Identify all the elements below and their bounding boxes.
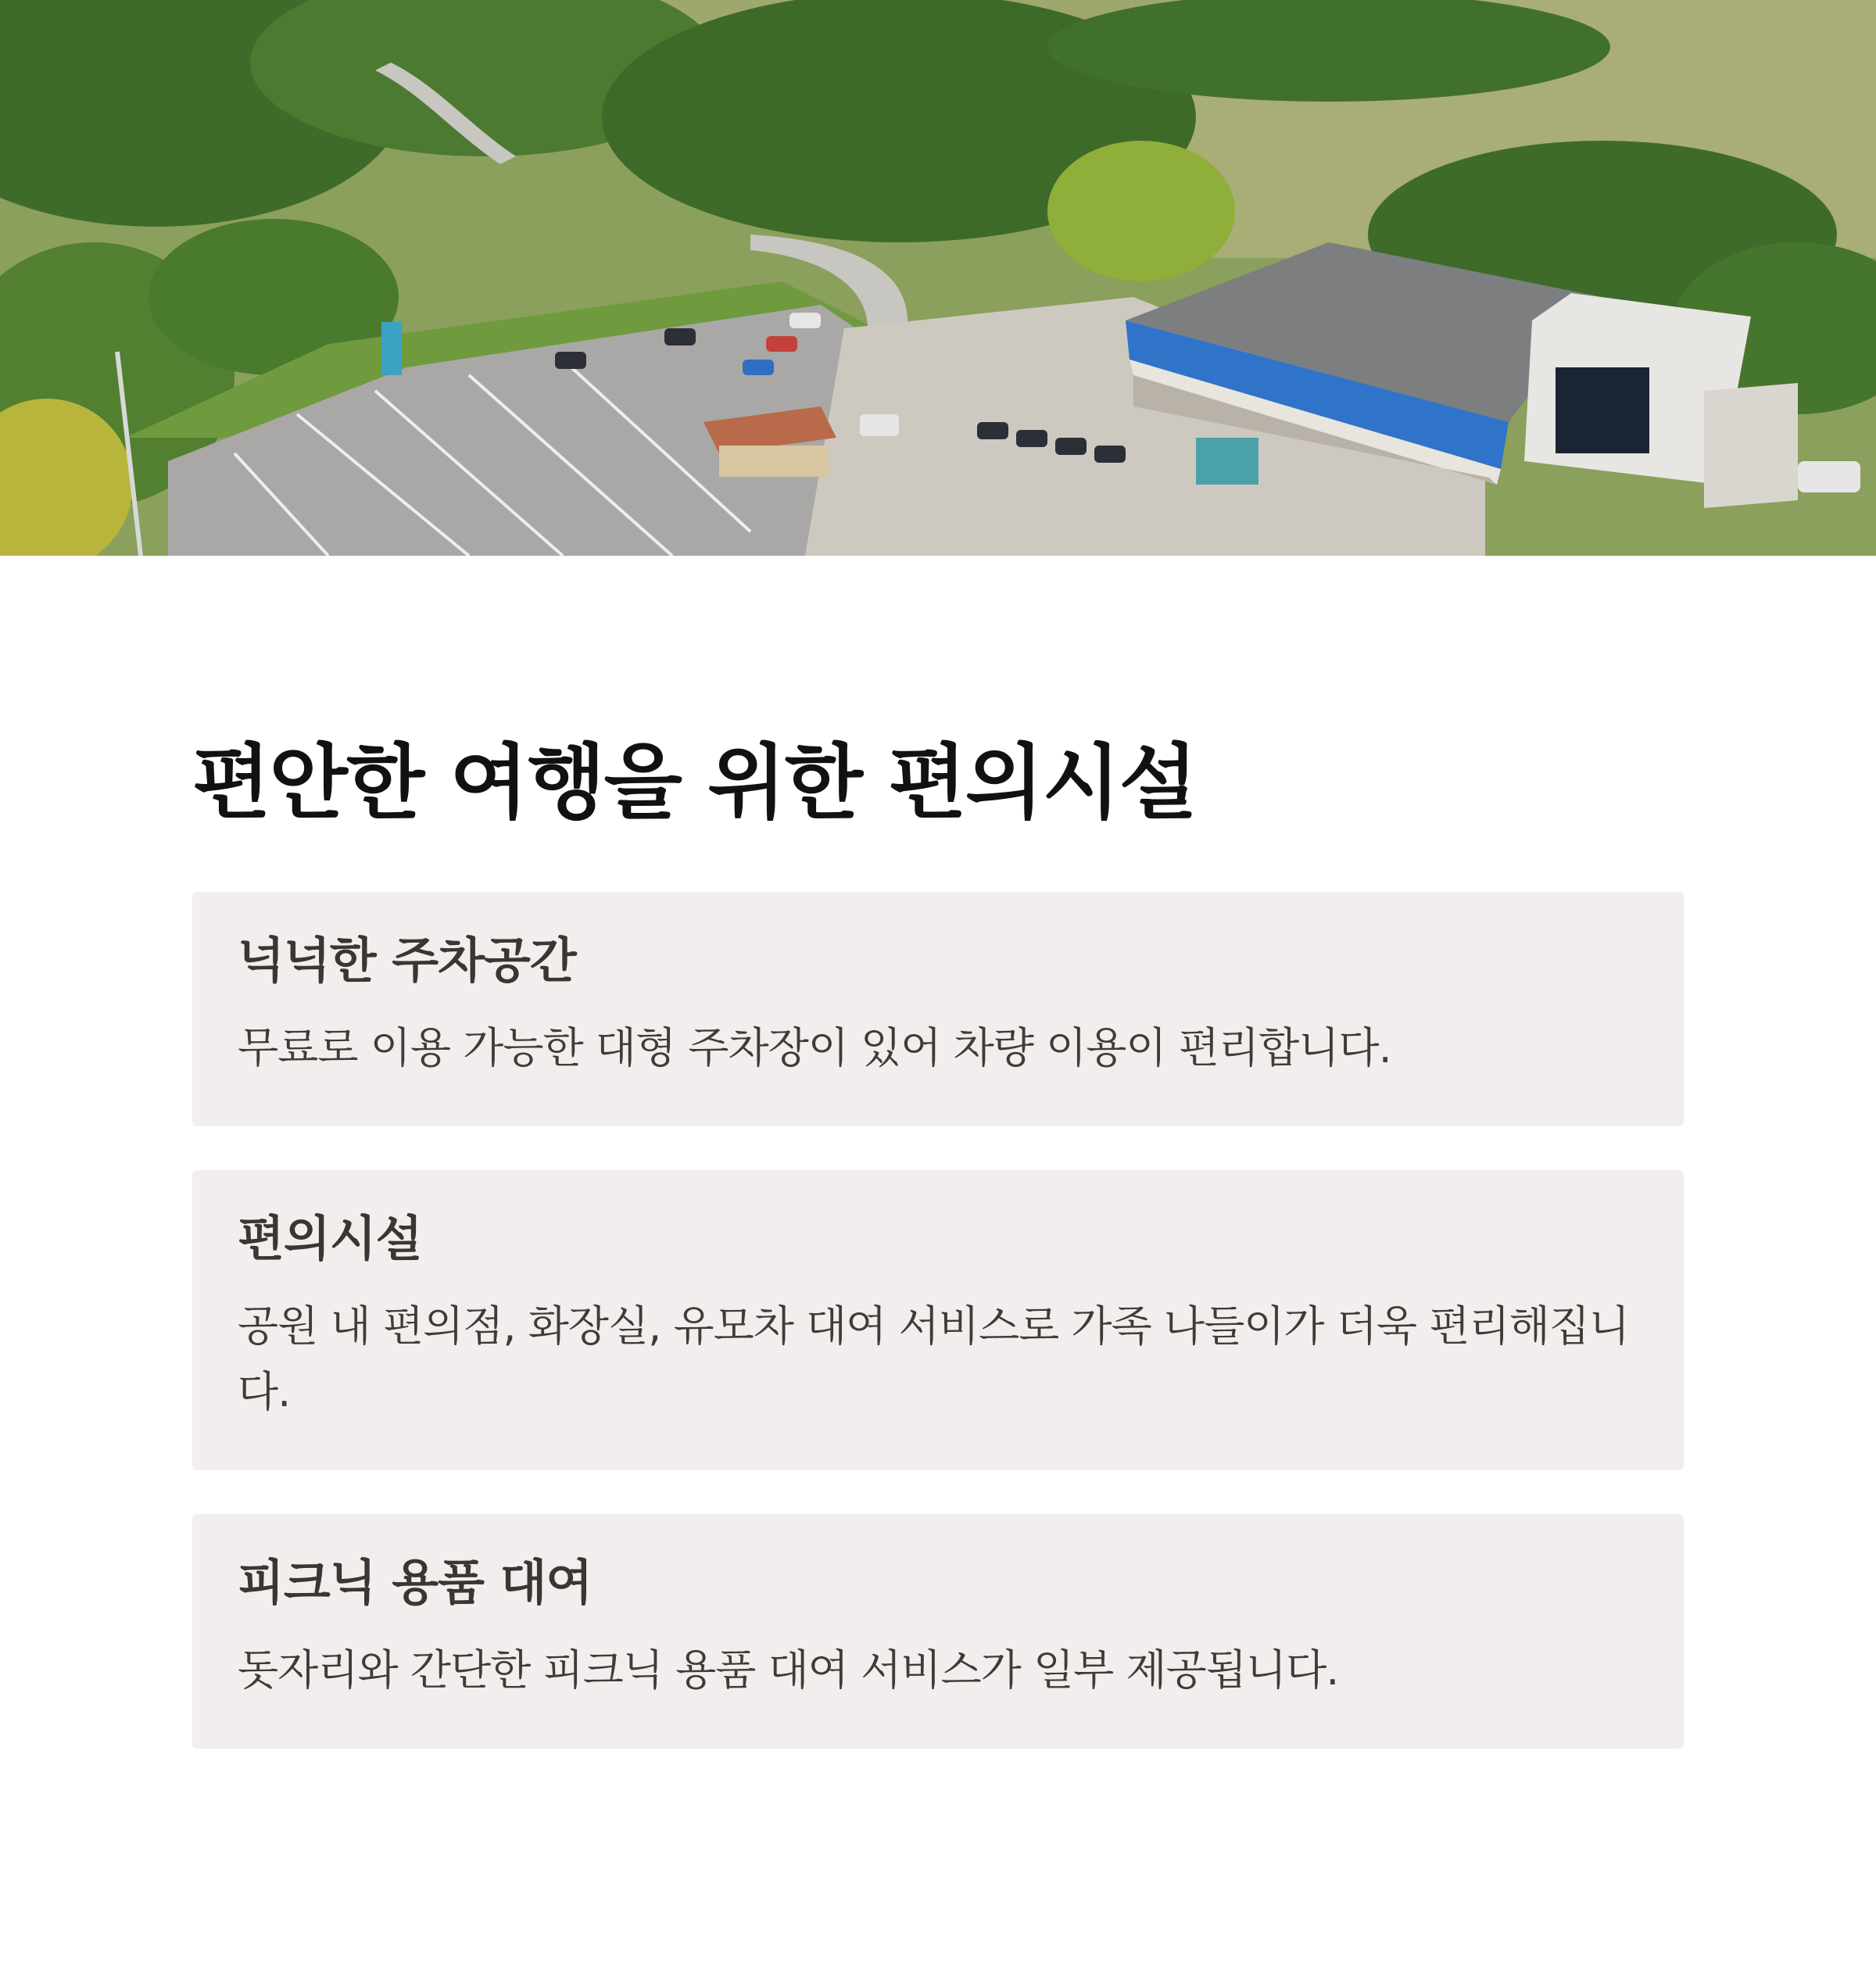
facilities-section <box>0 556 1876 1749</box>
aerial-rest-area-photo <box>0 0 1876 556</box>
facility-card-amenities <box>192 1170 1684 1470</box>
section-title: 편안한 여행을 위한 편의시설 <box>192 735 1197 830</box>
facility-card-title: 편의시설 <box>238 1210 422 1267</box>
facility-card-title: 피크닉 용품 대여 <box>238 1554 593 1611</box>
facility-card-description: 돗자리와 간단한 피크닉 용품 대여 서비스가 일부 제공됩니다. <box>238 1645 1339 1695</box>
facility-card-picnic-rental <box>192 1514 1684 1749</box>
facility-card-description: 공원 내 편의점, 화장실, 유모차 대여 서비스로 가족 나들이가 더욱 편리해집니다. <box>238 1301 1630 1416</box>
facility-card-parking <box>192 892 1684 1126</box>
facility-card-description: 무료로 이용 가능한 대형 주차장이 있어 차량 이용이 편리합니다. <box>238 1023 1391 1072</box>
hero-image <box>0 0 1876 556</box>
facility-card-title: 넉넉한 주차공간 <box>238 932 576 989</box>
facility-card-list <box>192 892 1684 1749</box>
